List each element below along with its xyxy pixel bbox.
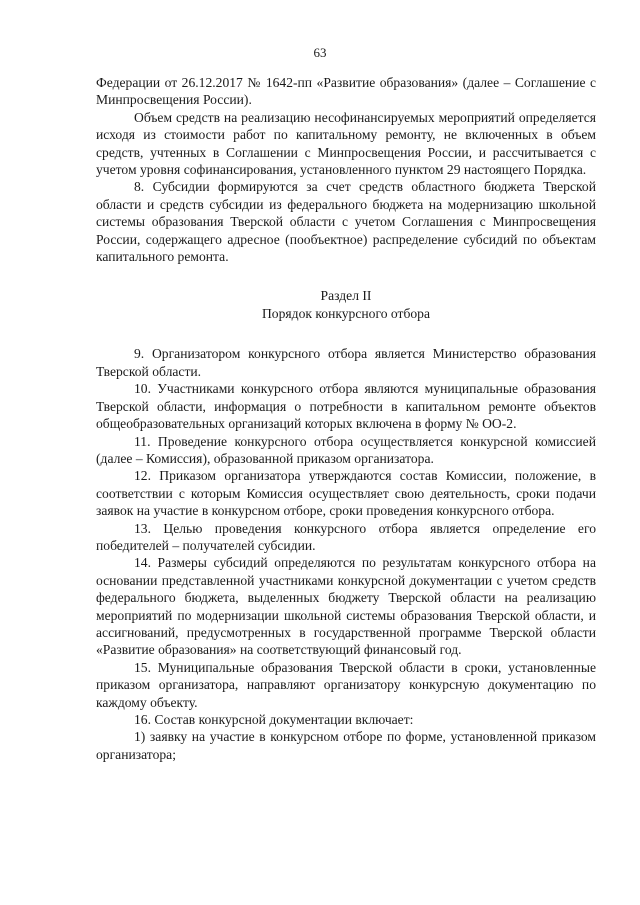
list-item-1: 1) заявку на участие в конкурсном отборе по форме, установленной приказом организатора; (96, 729, 596, 762)
paragraph: Федерации от 26.12.2017 № 1642-пп «Развитие образования» (далее – Соглашение с Минпросвещения России). (96, 75, 596, 108)
paragraph-14: 14. Размеры субсидий определяются по результатам конкурсного отбора на основании представленной участниками конкурсной документации с учетом средств федерального бюджета, выделенных бюджету Тверской области на реализацию мероприятий по модернизации школьной системы образования Тверской области, и ассигнований, предусмотренных в государственной программе Тверской области «Развитие образования» на соответствующий финансовый год. (96, 555, 596, 658)
paragraph-13: 13. Целью проведения конкурсного отбора является определение его победителей – получателей субсидии. (96, 520, 596, 553)
section-heading (96, 287, 596, 323)
paragraph-12: 12. Приказом организатора утверждаются состав Комиссии, положение, в соответствии с которым Комиссия осуществляет свою деятельность, сроки подачи заявок на участие в конкурсном отборе, сроки проведения конкурсного отбора. (96, 468, 596, 519)
paragraph-15: 15. Муниципальные образования Тверской области в сроки, установленные приказом организатора, направляют организатору конкурсную документацию по каждому объекту. (96, 659, 596, 710)
paragraph-8: 8. Субсидии формируются за счет средств областного бюджета Тверской области и средств субсидии из федерального бюджета на модернизацию школьной системы образования Тверской области с учетом Соглашения с Минпросвещения России, содержащего адресное (пообъектное) распределение субсидий по объектам капитального ремонта. (96, 179, 596, 265)
paragraph-9: 9. Организатором конкурсного отбора является Министерство образования Тверской области. (96, 346, 596, 379)
section-number: Раздел II (320, 288, 372, 304)
paragraph: Объем средств на реализацию несофинансируемых мероприятий определяется исходя из стоимости работ по капитальному ремонту, не включенных в объем средств, учтенных в Соглашении с Минпросвещения России, и рассчитывается с учетом уровня софинансирования, установленного пунктом 29 настоящего Порядка. (96, 109, 596, 178)
document-body (96, 74, 596, 763)
paragraph-10: 10. Участниками конкурсного отбора являются муниципальные образования Тверской области, информация о потребности в капитальном ремонте объектов общеобразовательных организаций которых включена в форму № ОО-2. (96, 381, 596, 432)
paragraph-16: 16. Состав конкурсной документации включает: (134, 712, 414, 727)
paragraph-11: 11. Проведение конкурсного отбора осуществляется конкурсной комиссией (далее – Комиссия), образованной приказом организатора. (96, 433, 596, 466)
page-number: 63 (313, 45, 327, 60)
section-title: Порядок конкурсного отбора (261, 306, 430, 322)
